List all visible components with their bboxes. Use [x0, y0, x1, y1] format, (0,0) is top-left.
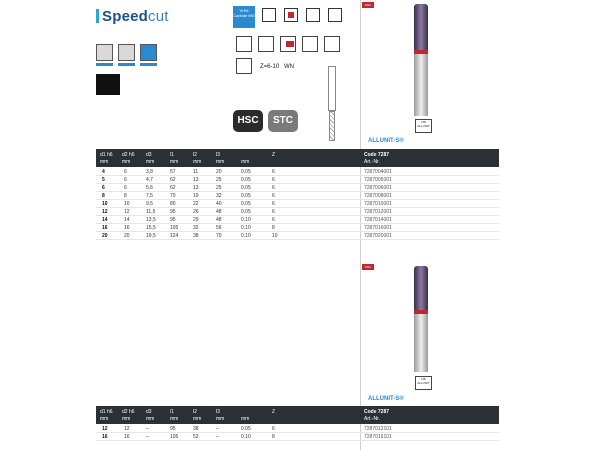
cell-code[interactable]: 7287016001: [364, 225, 392, 231]
cell-d2: 8: [124, 193, 127, 199]
hsc-tag: HSC: [362, 2, 374, 8]
cell-l2: 11: [193, 169, 199, 175]
cell-l1: 95: [170, 217, 176, 223]
cell-z: 6: [272, 169, 275, 175]
cell-d1: 6: [102, 185, 105, 191]
cell-code[interactable]: 7287010001: [364, 201, 392, 207]
cell-d1: 12: [102, 209, 108, 215]
cell-l3: 70: [216, 233, 222, 239]
flute-icon: [306, 8, 320, 22]
material-stainless-icon: [118, 44, 135, 61]
cell-l1: 70: [170, 193, 176, 199]
cell-d1: 12: [102, 426, 108, 432]
cell-d3: 15,5: [146, 225, 156, 231]
cell-d3: –: [146, 434, 149, 440]
tool-label-1: NB ALLUNIT: [415, 119, 432, 133]
cell-d1: 10: [102, 201, 108, 207]
cell-d3: –: [146, 426, 149, 432]
holder-icon: [280, 36, 296, 52]
cell-d1: 8: [102, 193, 105, 199]
cell-d1: 16: [102, 225, 108, 231]
table-row: [96, 184, 499, 192]
table-row: [96, 192, 499, 200]
cell-d3: 9,5: [146, 201, 153, 207]
tool-drawing: [322, 66, 342, 146]
snowflake-icon: [328, 8, 342, 22]
cell-z: 6: [272, 209, 275, 215]
cell-code[interactable]: 7287012001: [364, 209, 392, 215]
cell-ch: 0.05: [241, 201, 251, 207]
cell-l2: 32: [193, 225, 199, 231]
coating-info-icon: [96, 74, 120, 95]
table-row: [96, 425, 499, 433]
cell-z: 6: [272, 201, 275, 207]
material-bar-3: [140, 63, 157, 66]
cell-l1: 57: [170, 169, 176, 175]
cell-d2: 6: [124, 185, 127, 191]
cell-l3: 25: [216, 177, 222, 183]
wn-label: WN: [284, 64, 294, 70]
table-row: [96, 168, 499, 176]
cell-code[interactable]: 7287008001: [364, 193, 392, 199]
brand-bar-icon: [96, 9, 99, 23]
flute-count-label: Z=6-10: [260, 64, 280, 70]
cell-l3: 25: [216, 185, 222, 191]
tool-label-2: NB ALLUNIT: [415, 376, 432, 390]
cell-d3: 19,5: [146, 233, 156, 239]
cell-d1: 14: [102, 217, 108, 223]
cell-l2: 38: [193, 233, 199, 239]
cell-d3: 5,6: [146, 185, 153, 191]
cell-l1: 124: [170, 233, 179, 239]
cell-d2: 12: [124, 209, 130, 215]
cutter-red-icon: [284, 8, 298, 22]
cell-l1: 62: [170, 185, 176, 191]
cell-d2: 12: [124, 426, 130, 432]
cell-d3: 11,5: [146, 209, 156, 215]
brand-logo: Speedcut: [96, 8, 169, 25]
cell-l2: 38: [193, 426, 199, 432]
cell-l2: 53: [193, 434, 199, 440]
cell-d2: 16: [124, 225, 130, 231]
cell-l3: 48: [216, 209, 222, 215]
cell-ch: 0.05: [241, 193, 251, 199]
cell-l2: 22: [193, 201, 199, 207]
cell-l1: 95: [170, 209, 176, 215]
cell-l3: 56: [216, 225, 222, 231]
cell-ch: 0.05: [241, 209, 251, 215]
cell-d1: 5: [102, 177, 105, 183]
allunit-label-2: ALLUNIT-S®: [368, 396, 404, 402]
cell-d2: 16: [124, 434, 130, 440]
cell-code[interactable]: 7287012101: [364, 426, 392, 432]
cell-l2: 19: [193, 193, 199, 199]
table-row: [96, 200, 499, 208]
cell-ch: 0.10: [241, 225, 251, 231]
cell-ch: 0.10: [241, 434, 251, 440]
cell-z: 6: [272, 177, 275, 183]
cell-ch: 0.05: [241, 185, 251, 191]
material-bar-2: [118, 63, 135, 66]
material-hardened-icon: [140, 44, 157, 61]
cell-z: 8: [272, 225, 275, 231]
cell-d2: 6: [124, 177, 127, 183]
cell-z: 10: [272, 233, 278, 239]
cell-l3: –: [216, 434, 219, 440]
table-row: [96, 232, 499, 240]
table-row: [96, 216, 499, 224]
cell-l3: 20: [216, 169, 222, 175]
cell-code[interactable]: 7287004001: [364, 169, 392, 175]
cell-l2: 26: [193, 209, 199, 215]
cell-z: 6: [272, 426, 275, 432]
table-row: [96, 176, 499, 184]
cell-d1: 16: [102, 434, 108, 440]
cell-d3: 4,7: [146, 177, 153, 183]
cell-l2: 13: [193, 185, 199, 191]
material-steel-icon: [96, 44, 113, 61]
cell-l3: 32: [216, 193, 222, 199]
table-row: [96, 208, 499, 216]
cell-d1: 20: [102, 233, 108, 239]
slot-icon: [302, 36, 318, 52]
cell-ch: 0.10: [241, 217, 251, 223]
cell-code[interactable]: 7287020001: [364, 233, 392, 239]
cell-ch: 0.05: [241, 177, 251, 183]
cell-z: 6: [272, 185, 275, 191]
material-bar-1: [96, 63, 113, 66]
plunge-icon: [236, 58, 252, 74]
cell-l2: 29: [193, 217, 199, 223]
cell-l1: 95: [170, 426, 176, 432]
hsc-badge: HSC: [233, 110, 263, 132]
cell-d3: 13,5: [146, 217, 156, 223]
ramp-icon: [324, 36, 340, 52]
endmill-image-1: [412, 4, 430, 116]
cell-l1: 62: [170, 177, 176, 183]
shank-icon: [262, 8, 276, 22]
cell-ch: 0.10: [241, 233, 251, 239]
table-row: [96, 224, 499, 232]
cell-l1: 80: [170, 201, 176, 207]
table-row: [96, 433, 499, 441]
cell-code[interactable]: 7287005001: [364, 177, 392, 183]
endmill-image-2: [412, 266, 430, 372]
cell-l3: –: [216, 426, 219, 432]
cell-l1: 105: [170, 434, 179, 440]
cell-code[interactable]: 7287016101: [364, 434, 392, 440]
cell-d1: 4: [102, 169, 105, 175]
helix-icon: [258, 36, 274, 52]
stc-badge: STC: [268, 110, 298, 132]
cell-l1: 105: [170, 225, 179, 231]
cell-d2: 6: [124, 169, 127, 175]
cell-z: 6: [272, 217, 275, 223]
table-1-header: d1 h6 mm d2 h6 mm d3 mm l1 mm l2 mm l3 mm mm Z Code 7287 Art.-Nr.: [96, 149, 499, 167]
cell-z: 8: [272, 434, 275, 440]
cell-code[interactable]: 7287006001: [364, 185, 392, 191]
cell-d3: 3,8: [146, 169, 153, 175]
tolerance-icon: [236, 36, 252, 52]
allunit-label-1: ALLUNIT-S®: [368, 138, 404, 144]
cell-z: 6: [272, 193, 275, 199]
cell-d2: 20: [124, 233, 130, 239]
cell-d2: 10: [124, 201, 130, 207]
cell-ch: 0.05: [241, 169, 251, 175]
cell-d3: 7,5: [146, 193, 153, 199]
cell-d2: 14: [124, 217, 130, 223]
cell-l2: 13: [193, 177, 199, 183]
carbide-icon: VHM Carbide MG: [233, 6, 255, 28]
hsc-tag-2: HSC: [362, 264, 374, 270]
table-2-header: d1 h6 mm d2 h6 mm d3 mm l1 mm l2 mm l3 mm mm Z Code 7287 Art.-Nr.: [96, 406, 499, 424]
cell-code[interactable]: 7287014001: [364, 217, 392, 223]
cell-l3: 40: [216, 201, 222, 207]
cell-l3: 48: [216, 217, 222, 223]
cell-ch: 0.05: [241, 426, 251, 432]
